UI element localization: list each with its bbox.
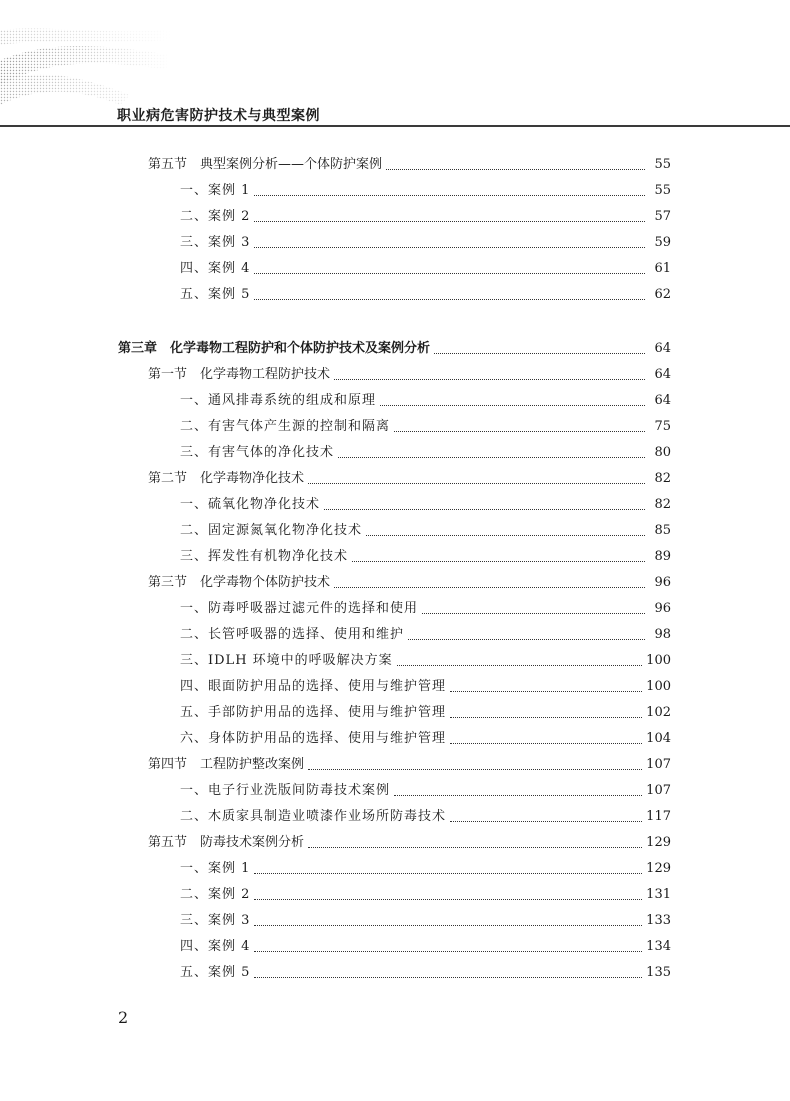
- toc-entry-label: 一、案例 1: [180, 183, 251, 198]
- toc-entry-item[interactable]: [180, 781, 671, 801]
- toc-entry-page-number: 117: [646, 809, 671, 824]
- toc-entry-item[interactable]: [180, 703, 671, 723]
- toc-entry-label: 第三节 化学毒物个体防护技术: [148, 575, 331, 590]
- dot-leader: [394, 795, 642, 796]
- toc-entry-label: 三、IDLH 环境中的呼吸解决方案: [180, 653, 393, 668]
- toc-entry-label: 第三章 化学毒物工程防护和个体防护技术及案例分析: [118, 341, 431, 356]
- toc-entry-label: 五、手部防护用品的选择、使用与维护管理: [180, 705, 447, 720]
- dot-leader: [450, 717, 642, 718]
- toc-entry-page-number: 135: [646, 965, 671, 980]
- toc-entry-item[interactable]: [180, 885, 671, 905]
- toc-entry-item[interactable]: [180, 259, 671, 279]
- toc-entry-item[interactable]: [180, 599, 671, 619]
- toc-entry-page-number: 96: [654, 575, 671, 590]
- dot-leader: [254, 873, 642, 874]
- toc-entry-label: 一、防毒呼吸器过滤元件的选择和使用: [180, 601, 419, 616]
- dot-leader: [308, 769, 642, 770]
- toc-entry-item[interactable]: [180, 937, 671, 957]
- dot-leader: [334, 379, 645, 380]
- toc-entry-item[interactable]: [180, 495, 671, 515]
- toc-entry-item[interactable]: [180, 963, 671, 983]
- toc-entry-page-number: 96: [654, 601, 671, 616]
- dot-leader: [254, 899, 642, 900]
- toc-entry-label: 二、案例 2: [180, 887, 251, 902]
- toc-entry-label: 二、案例 2: [180, 209, 251, 224]
- toc-entry-label: 第四节 工程防护整改案例: [148, 757, 305, 772]
- toc-entry-label: 第五节 典型案例分析——个体防护案例: [148, 157, 383, 172]
- toc-entry-label: 一、案例 1: [180, 861, 251, 876]
- toc-entry-page-number: 61: [654, 261, 671, 276]
- dot-leader: [334, 587, 645, 588]
- dot-leader: [254, 273, 645, 274]
- book-title-header: 职业病危害防护技术与典型案例: [117, 108, 320, 124]
- dot-leader: [254, 247, 645, 248]
- toc-entry-page-number: 64: [654, 393, 671, 408]
- toc-entry-label: 第二节 化学毒物净化技术: [148, 471, 305, 486]
- dot-leader: [450, 821, 642, 822]
- toc-entry-item[interactable]: [180, 391, 671, 411]
- dot-leader: [450, 743, 642, 744]
- page-number: 2: [118, 1008, 129, 1027]
- dot-leader: [386, 169, 645, 170]
- toc-entry-page-number: 85: [654, 523, 671, 538]
- toc-entry-label: 二、有害气体产生源的控制和隔离: [180, 419, 391, 434]
- toc-entry-page-number: 57: [654, 209, 671, 224]
- toc-entry-page-number: 64: [654, 367, 671, 382]
- toc-entry-label: 五、案例 5: [180, 287, 251, 302]
- toc-entry-label: 三、挥发性有机物净化技术: [180, 549, 349, 564]
- toc-entry-item[interactable]: [180, 181, 671, 201]
- dot-leader: [338, 457, 645, 458]
- dot-leader: [254, 299, 645, 300]
- toc-entry-page-number: 104: [646, 731, 671, 746]
- toc-entry-page-number: 100: [646, 653, 671, 668]
- toc-entry-item[interactable]: [180, 677, 671, 697]
- toc-entry-page-number: 129: [646, 861, 671, 876]
- toc-entry-label: 三、案例 3: [180, 235, 251, 250]
- toc-entry-item[interactable]: [180, 521, 671, 541]
- toc-entry-section[interactable]: [148, 365, 671, 385]
- toc-entry-section[interactable]: [148, 469, 671, 489]
- toc-entry-page-number: 64: [654, 341, 671, 356]
- toc-entry-label: 四、案例 4: [180, 261, 251, 276]
- toc-entry-section[interactable]: [148, 833, 671, 853]
- toc-entry-label: 三、案例 3: [180, 913, 251, 928]
- toc-entry-item[interactable]: [180, 911, 671, 931]
- dot-leader: [254, 221, 645, 222]
- toc-entry-section[interactable]: [148, 573, 671, 593]
- toc-entry-page-number: 82: [654, 471, 671, 486]
- dot-leader: [408, 639, 645, 640]
- toc-entry-section[interactable]: [148, 755, 671, 775]
- dot-leader: [422, 613, 645, 614]
- toc-entry-item[interactable]: [180, 285, 671, 305]
- toc-entry-page-number: 102: [646, 705, 671, 720]
- dot-leader: [308, 847, 642, 848]
- dot-leader: [324, 509, 645, 510]
- toc-entry-page-number: 62: [654, 287, 671, 302]
- toc-entry-page-number: 55: [654, 183, 671, 198]
- toc-entry-item[interactable]: [180, 207, 671, 227]
- toc-entry-chapter[interactable]: [118, 339, 671, 359]
- dot-leader: [397, 665, 643, 666]
- dot-leader: [394, 431, 645, 432]
- dot-leader: [254, 977, 642, 978]
- dot-leader: [254, 195, 645, 196]
- dot-leader: [450, 691, 642, 692]
- toc-entry-page-number: 107: [646, 757, 671, 772]
- toc-entry-label: 第一节 化学毒物工程防护技术: [148, 367, 331, 382]
- toc-entry-item[interactable]: [180, 443, 671, 463]
- toc-entry-page-number: 100: [646, 679, 671, 694]
- toc-entry-item[interactable]: [180, 729, 671, 749]
- toc-entry-label: 二、长管呼吸器的选择、使用和维护: [180, 627, 405, 642]
- toc-entry-item[interactable]: [180, 651, 671, 671]
- toc-entry-page-number: 89: [654, 549, 671, 564]
- toc-entry-item[interactable]: [180, 625, 671, 645]
- toc-entry-item[interactable]: [180, 547, 671, 567]
- toc-entry-label: 一、通风排毒系统的组成和原理: [180, 393, 377, 408]
- toc-entry-label: 二、木质家具制造业喷漆作业场所防毒技术: [180, 809, 447, 824]
- toc-entry-item[interactable]: [180, 417, 671, 437]
- toc-entry-page-number: 59: [654, 235, 671, 250]
- toc-entry-label: 二、固定源氮氧化物净化技术: [180, 523, 363, 538]
- toc-entry-page-number: 98: [654, 627, 671, 642]
- dot-leader: [254, 925, 642, 926]
- dot-leader: [434, 353, 645, 354]
- dot-leader: [254, 951, 642, 952]
- toc-entry-label: 第五节 防毒技术案例分析: [148, 835, 305, 850]
- toc-entry-item[interactable]: [180, 859, 671, 879]
- dot-leader: [380, 405, 645, 406]
- toc-entry-section[interactable]: [148, 155, 671, 175]
- toc-entry-page-number: 129: [646, 835, 671, 850]
- toc-entry-label: 四、眼面防护用品的选择、使用与维护管理: [180, 679, 447, 694]
- toc-entry-label: 一、电子行业洗版间防毒技术案例: [180, 783, 391, 798]
- toc-entry-label: 五、案例 5: [180, 965, 251, 980]
- toc-entry-page-number: 107: [646, 783, 671, 798]
- toc-entry-label: 四、案例 4: [180, 939, 251, 954]
- dot-leader: [308, 483, 645, 484]
- toc-entry-page-number: 133: [646, 913, 671, 928]
- toc-entry-label: 一、硫氧化物净化技术: [180, 497, 321, 512]
- dot-leader: [366, 535, 645, 536]
- toc-entry-label: 三、有害气体的净化技术: [180, 445, 335, 460]
- toc-entry-page-number: 134: [646, 939, 671, 954]
- toc-entry-page-number: 55: [654, 157, 671, 172]
- toc-entry-label: 六、身体防护用品的选择、使用与维护管理: [180, 731, 447, 746]
- toc-entry-item[interactable]: [180, 807, 671, 827]
- toc-entry-item[interactable]: [180, 233, 671, 253]
- toc-entry-page-number: 75: [654, 419, 671, 434]
- toc-entry-page-number: 131: [646, 887, 671, 902]
- toc-entry-page-number: 80: [654, 445, 671, 460]
- toc-entry-page-number: 82: [654, 497, 671, 512]
- dot-leader: [352, 561, 645, 562]
